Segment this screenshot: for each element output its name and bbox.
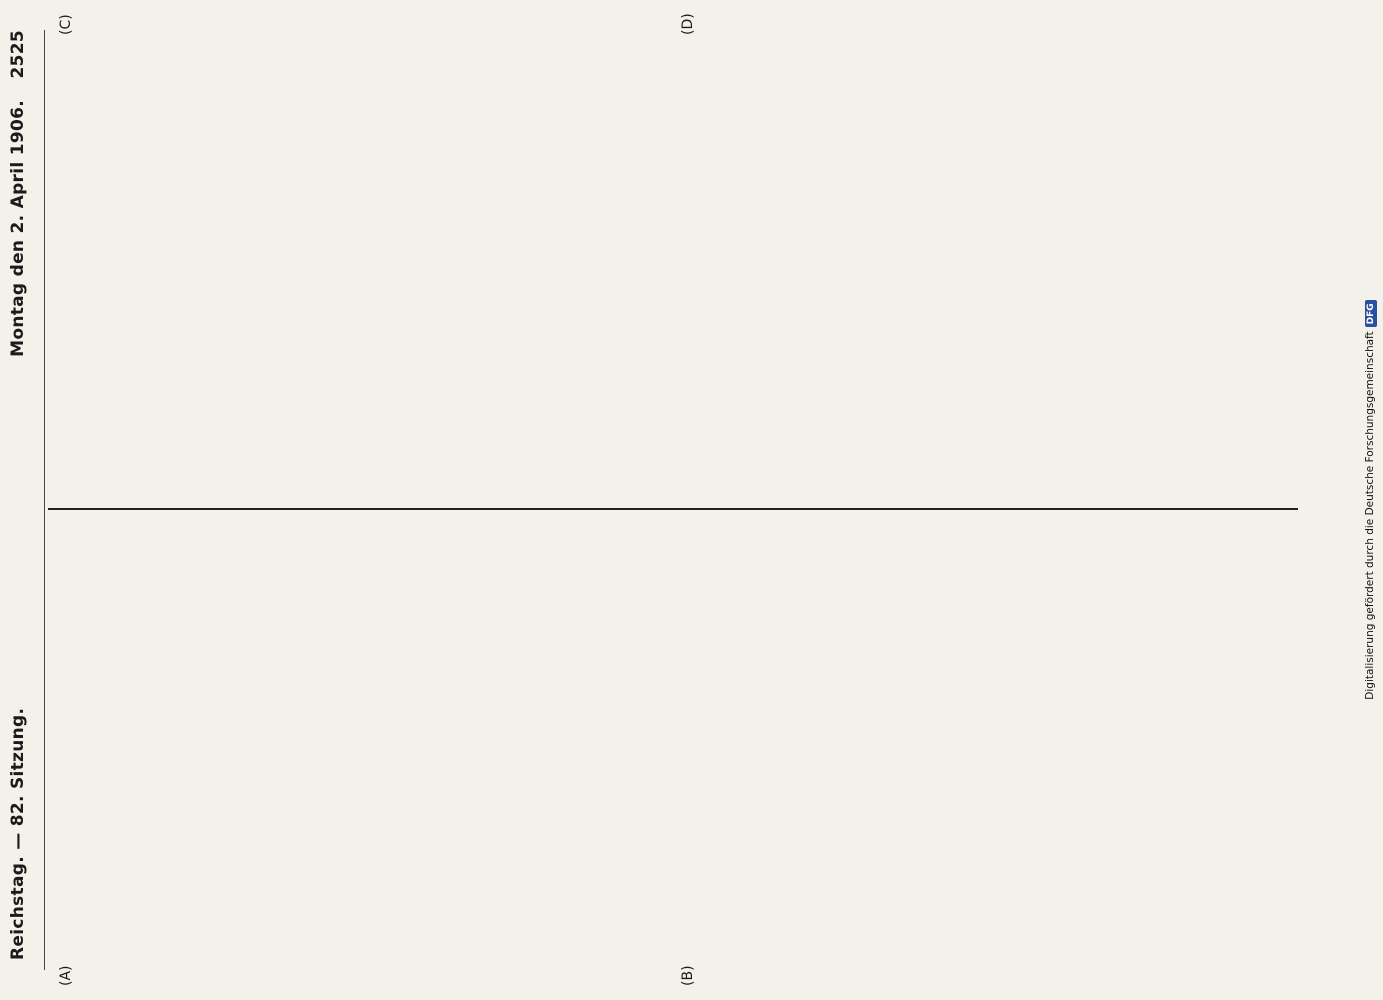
running-header — [8, 30, 34, 960]
header-rule — [44, 30, 45, 970]
header-left: Reichstag. — 82. Sitzung. — [8, 707, 28, 960]
header-right: Montag den 2. April 1906. — [8, 100, 28, 357]
footer-text: Digitalisierung gefördert durch die Deutsche Forschungsgemeinschaft — [1364, 331, 1376, 700]
page-footer — [1364, 0, 1377, 1000]
margin-mark-c: (C) — [58, 14, 74, 35]
margin-mark-b: (B) — [680, 965, 696, 986]
column-divider — [48, 508, 1298, 510]
dfg-logo: DFG — [1365, 300, 1377, 327]
margin-mark-a: (A) — [58, 965, 74, 986]
page-number: 2525 — [8, 30, 28, 79]
margin-mark-d: (D) — [680, 13, 696, 35]
